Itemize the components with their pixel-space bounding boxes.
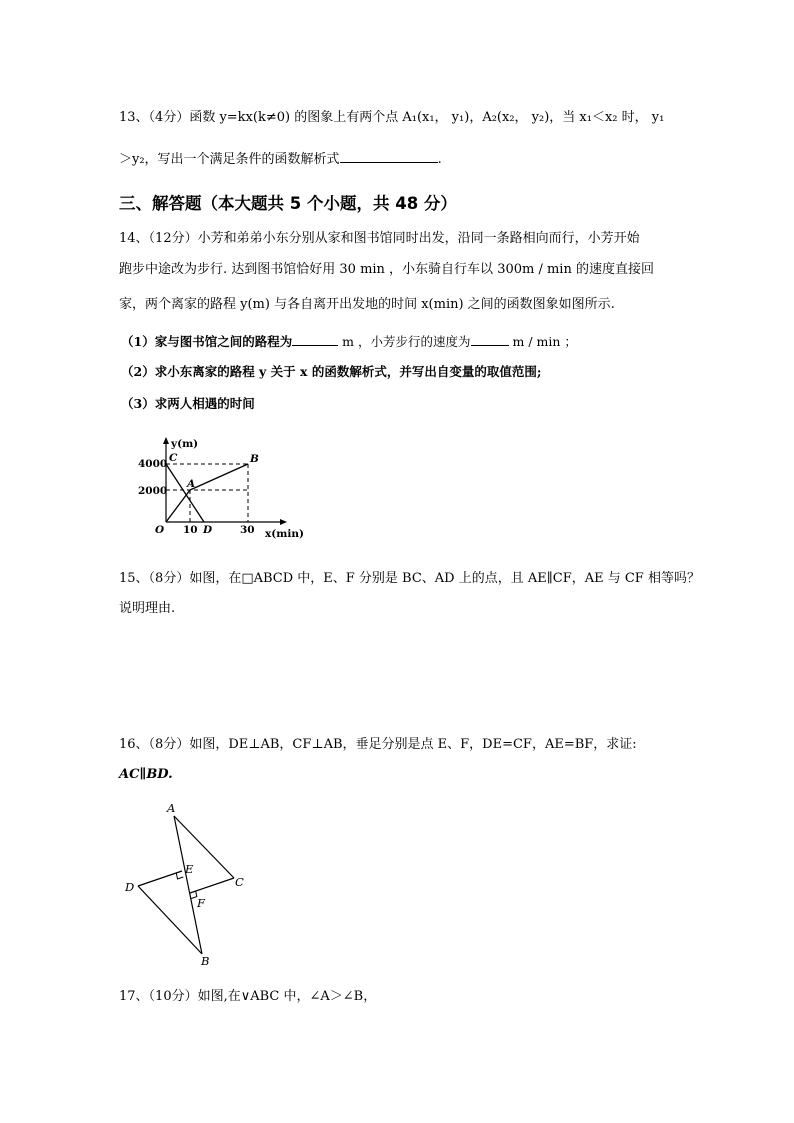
q13-line2-text: ＞y₂，写出一个满足条件的函数解析式	[119, 152, 340, 167]
segment-ab	[174, 816, 202, 954]
q16-line2: AC∥BD.	[119, 767, 173, 782]
fig-label-e: E	[185, 862, 194, 876]
graph-point-a: A	[187, 478, 196, 490]
segment-ac	[174, 816, 234, 878]
q14-line2: 跑步中途改为步行. 达到图书馆恰好用 30 min ，小东骑自行车以 300m / min 的速度直接回	[119, 262, 654, 277]
q14-sub1-mid: m ，小芳步行的速度为	[338, 334, 471, 349]
q16-line1: 16、（8分）如图，DE⊥AB，CF⊥AB，垂足分别是点 E、F，DE=CF，AE=BF，求证:	[119, 737, 637, 752]
line-xiaofang-walk	[190, 464, 248, 490]
fig-label-f: F	[197, 896, 205, 910]
q14-sub1-blank1	[292, 333, 338, 346]
fig-label-a: A	[167, 801, 176, 815]
q14-distance-time-graph	[130, 436, 330, 546]
graph-x-arrow	[280, 519, 287, 525]
q14-sub1-text: （1）家与图书馆之间的路程为	[121, 334, 293, 349]
q14-line3: 家，两个离家的路程 y(m) 与各自离开出发地的时间 x(min) 之间的函数图象如图所示.	[119, 297, 615, 312]
graph-origin-label: O	[155, 524, 165, 536]
segment-cf	[190, 878, 234, 893]
graph-y-arrow	[163, 437, 169, 444]
fig-label-b: B	[201, 954, 210, 968]
q14-sub1	[121, 333, 577, 351]
fig-label-c: C	[235, 875, 244, 889]
graph-point-d: D	[203, 524, 213, 536]
graph-y-label: y(m)	[171, 438, 199, 450]
q13-line1: 13、（4分）函数 y=kx(k≠0) 的图象上有两个点 A₁(x₁， y₁)，A₂(x₂， y₂)，当 x₁＜x₂ 时， y₁	[119, 110, 665, 125]
graph-xtick-10: 10	[183, 524, 198, 536]
q14-sub1-end: m / min ；	[508, 334, 577, 349]
graph-xtick-30: 30	[240, 524, 255, 536]
fig-label-d: D	[125, 880, 135, 894]
q13-line2	[119, 150, 442, 169]
graph-point-c: C	[169, 452, 178, 464]
q14-line1: 14、（12分）小芳和弟弟小东分别从家和图书馆同时出发，沿同一条路相向而行，小芳开始	[119, 231, 640, 246]
q17-line1: 17、（10分）如图,在∨ABC 中，∠A＞∠B，	[119, 989, 377, 1004]
q14-sub1-blank2	[471, 333, 509, 346]
right-angle-e	[176, 873, 183, 879]
q14-sub3: （3）求两人相遇的时间	[121, 396, 255, 411]
q14-sub2: （2）求小东离家的路程 y 关于 x 的函数解析式，并写出自变量的取值范围;	[121, 364, 542, 379]
q15-line1: 15、（8分）如图，在□ABCD 中，E、F 分别是 BC、AD 上的点，且 AE∥CF，AE 与 CF 相等吗？	[119, 571, 700, 586]
section-heading: 三、解答题（本大题共 5 个小题，共 48 分）	[119, 194, 457, 213]
line-xiaodong	[166, 464, 204, 522]
graph-point-b: B	[250, 453, 259, 465]
graph-ytick-4000: 4000	[138, 458, 168, 470]
q13-line2-end: .	[437, 152, 442, 167]
graph-x-label: x(min)	[265, 528, 304, 540]
q13-answer-blank	[340, 150, 438, 163]
q15-line2: 说明理由.	[119, 601, 176, 616]
segment-de	[138, 871, 182, 886]
segment-bd	[138, 886, 202, 954]
q16-geometry-figure	[118, 800, 258, 970]
graph-ytick-2000: 2000	[138, 485, 168, 497]
